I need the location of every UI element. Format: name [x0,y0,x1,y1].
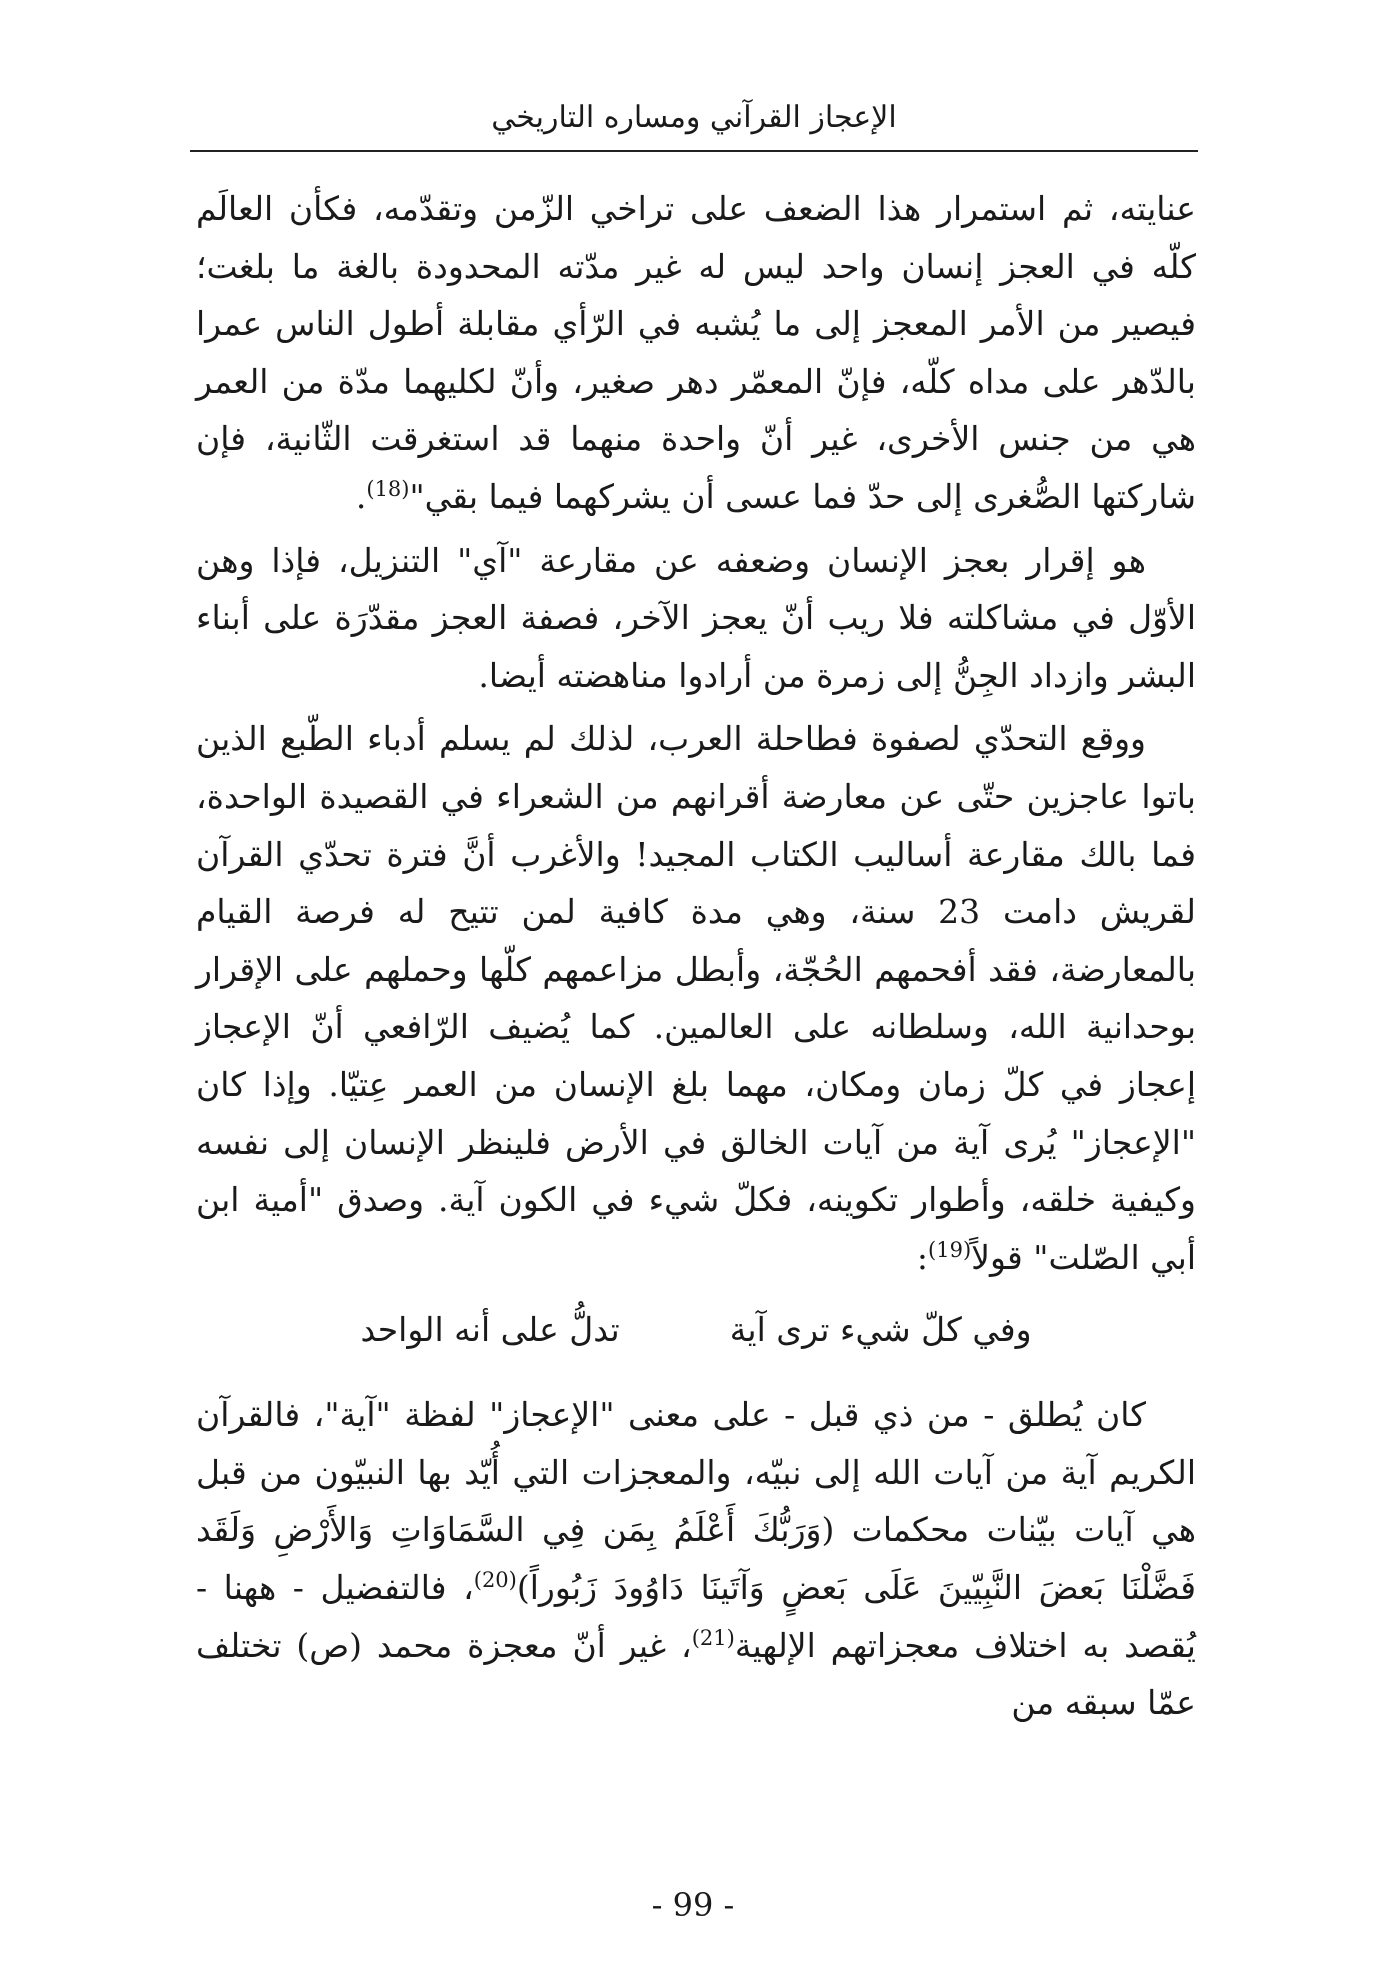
header-rule [190,150,1198,152]
footnote-ref-18[interactable]: (18) [366,476,410,501]
footnote-ref-19[interactable]: (19) [928,1237,972,1262]
paragraph-text: كان يُطلق - من ذي قبل - على معنى "الإعجاز" لفظة "آية"، فالقرآن الكريم آية من آيات الله إلى نبيّه، والمعجزات التي أُيّد بها النبيّون من قبل هي آيات بيّنات محكمات (وَرَبُّكَ أَعْلَمُ بِمَن فِي السَّمَاوَاتِ وَالأَرْضِ وَلَقَد فَضَّلْنَا بَعضَ النَّبِيّينَ عَلَى بَعضٍ وَآتَينَا دَاوُودَ زَبُوراً) [196,1395,1196,1608]
paragraph-text: ، غير أنّ معجزة محمد (ص) تختلف عمّا سبقه من [196,1625,1196,1723]
paragraph-4 [196,1386,1196,1732]
paragraph-2 [196,532,1196,705]
body-text [196,180,1196,1738]
poetry-verse [196,1300,1196,1360]
paragraph-text: هو إقرار بعجز الإنسان وضعفه عن مقارعة "آي" التنزيل، فإذا وهن الأوّل في مشاكلته فلا ريب أنّ يعجز الآخر، فصفة العجز مقدّرَة على أبناء البشر وازداد الجِنُّ إلى زمرة من أرادوا مناهضته أيضا. [196,540,1196,695]
paragraph-text: . [355,476,367,516]
page-number: - 99 - [651,1886,735,1924]
paragraph-text: : [916,1237,929,1277]
paragraph-1 [196,180,1196,526]
verse-second-hemistich: تدلُّ على أنه الواحد [360,1310,620,1350]
paragraph-text: ووقع التحدّي لصفوة فطاحلة العرب، لذلك لم يسلم أدباء الطّبع الذين باتوا عاجزين حتّى عن معارضة أقرانهم من الشعراء في القصيدة الواحدة، فما بالك مقارعة أساليب الكتاب المجيد! والأغرب أنَّ فترة تحدّي القرآن لقريش دامت 23 سنة، وهي مدة كافية لمن تتيح له فرصة القيام بالمعارضة، فقد أفحمهم الحُجّة، وأبطل مزاعمهم كلّها وحملهم على الإقرار بوحدانية الله، وسلطانه على العالمين. كما يُضيف الرّافعي أنّ الإعجاز إعجاز في كلّ زمان ومكان، مهما بلغ الإنسان من العمر عِتيّا. وإذا كان "الإعجاز" يُرى آية من آيات الخالق في الأرض فلينظر الإنسان إلى نفسه وكيفية خلقه، وأطوار تكوينه، فكلّ شيء في الكون آية. وصدق "أمية ابن أبي الصّلت" قولاً [196,719,1196,1277]
paragraph-3 [196,710,1196,1286]
paragraph-text: عنايته، ثم استمرار هذا الضعف على تراخي الزّمن وتقدّمه، فكأن العالَم كلّه في العجز إنسان واحد ليس له غير مدّته المحدودة بالغة ما بلغت؛ فيصير من الأمر المعجز إلى ما يُشبه في الرّأي مقابلة أطول الناس عمرا بالدّهر على مداه كلّه، فإنّ المعمّر دهر صغير، وأنّ لكليهما مدّة من العمر هي من جنس الأخرى، غير أنّ واحدة منهما قد استغرقت الثّانية، فإن شاركتها الصُّغرى إلى حدّ فما عسى أن يشركهما فيما بقي" [196,189,1196,516]
footnote-ref-21[interactable]: (21) [691,1625,735,1650]
paragraph-text: ، فالتفضيل - ههنا - يُقصد به اختلاف معجزاتهم الإلهية [196,1568,1196,1665]
footnote-ref-20[interactable]: (20) [473,1568,517,1593]
verse-first-hemistich: وفي كلّ شيء ترى آية [729,1310,1032,1350]
running-head: الإعجاز القرآني ومساره التاريخي [491,100,897,135]
